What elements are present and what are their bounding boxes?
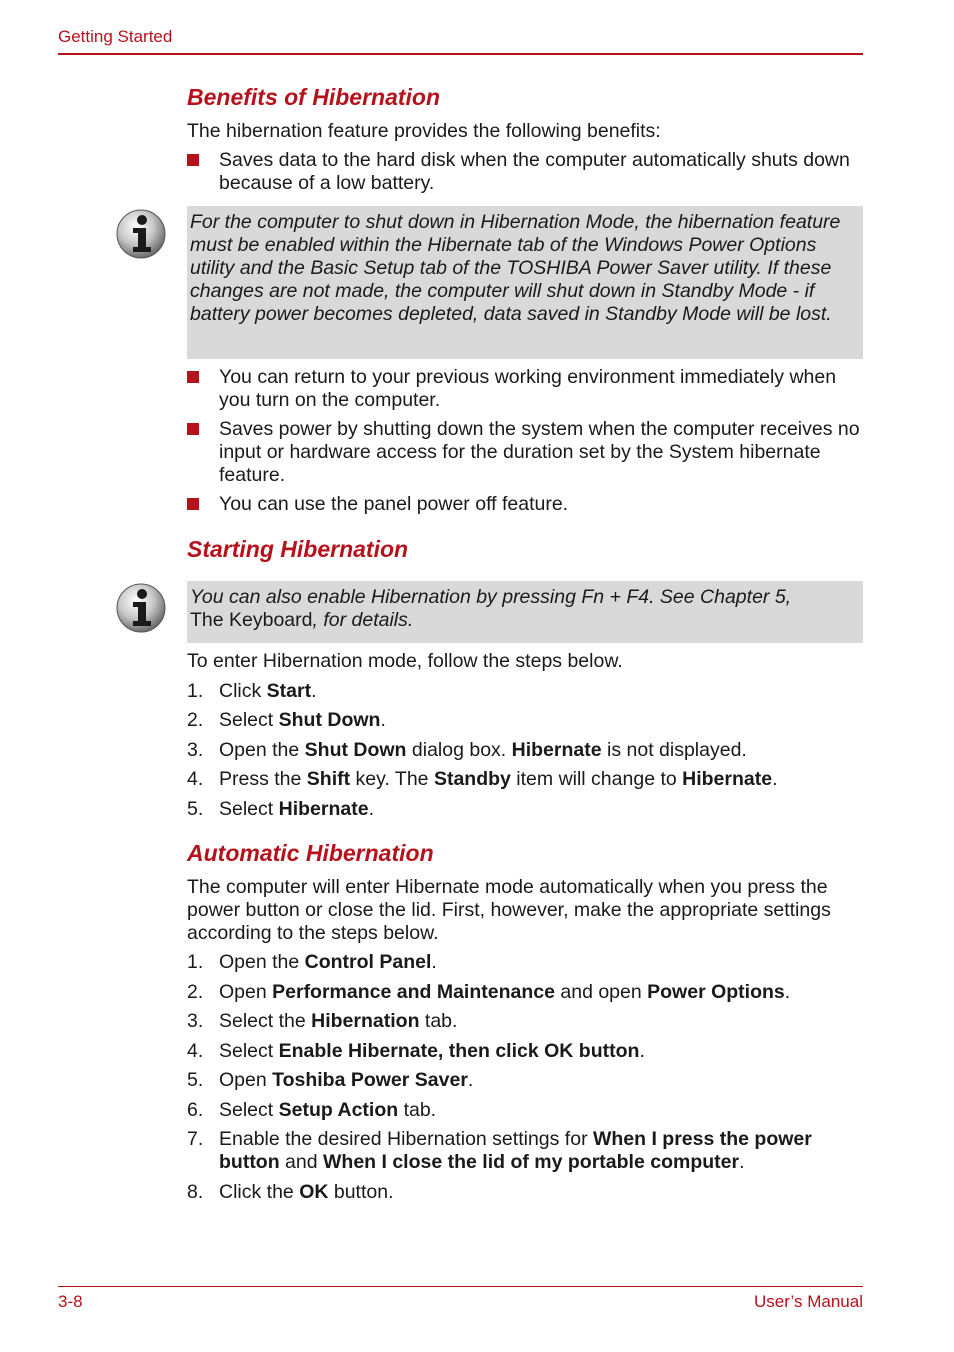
benefits-intro: The hibernation feature provides the following benefits:	[187, 120, 661, 142]
step-number: 2.	[187, 709, 204, 731]
step-number: 5.	[187, 1069, 204, 1091]
bullet-text: You can return to your previous working environment immediately when you turn on the computer.	[219, 366, 837, 411]
step-text: Click the OK button.	[219, 1181, 394, 1203]
step-text: Press the Shift key. The Standby item will change to Hibernate.	[219, 768, 778, 790]
bullet-text: Saves data to the hard disk when the computer automatically shuts down because of a low battery.	[219, 149, 850, 194]
footer-rule	[58, 1286, 863, 1287]
bullet-square	[187, 154, 199, 166]
step-number: 2.	[187, 981, 204, 1003]
bullet-square	[187, 371, 199, 383]
running-header: Getting Started	[58, 27, 173, 46]
step-text: Open the Shut Down dialog box. Hibernate is not displayed.	[219, 739, 747, 761]
note-text: You can also enable Hibernation by pressing Fn + F4. See Chapter 5,	[190, 586, 792, 608]
page-number: 3-8	[58, 1292, 83, 1311]
step-number: 3.	[187, 1010, 204, 1032]
step-text: Click Start.	[219, 680, 317, 702]
step-text: Open Performance and Maintenance and open Power Options.	[219, 981, 791, 1003]
heading-benefits: Benefits of Hibernation	[187, 84, 441, 110]
step-number: 4.	[187, 1040, 204, 1062]
step-text: Enable the desired Hibernation settings for When I press the power button and When I close the lid of my portable computer.	[219, 1128, 812, 1173]
info-icon	[115, 582, 167, 634]
footer-title: User’s Manual	[754, 1292, 863, 1311]
step-number: 1.	[187, 680, 204, 702]
bullet-text: Saves power by shutting down the system when the computer receives no input or hardware access for the duration set by the System hibernate feature.	[219, 418, 860, 486]
step-number: 6.	[187, 1099, 204, 1121]
bullet-square	[187, 498, 199, 510]
step-number: 5.	[187, 798, 204, 820]
step-text: Open the Control Panel.	[219, 951, 437, 973]
note-text-end: , for details.	[312, 609, 414, 631]
note-chapter-ref: The Keyboard	[190, 609, 313, 631]
step-text: Open Toshiba Power Saver.	[219, 1069, 474, 1091]
step-number: 1.	[187, 951, 204, 973]
step-text: Select Setup Action tab.	[219, 1099, 437, 1121]
header-rule	[58, 53, 863, 55]
automatic-intro: The computer will enter Hibernate mode automatically when you press the power button or close the lid. First, however, make the appropriate settings according to the steps below.	[187, 876, 831, 944]
bullet-square	[187, 423, 199, 435]
step-number: 4.	[187, 768, 204, 790]
note-box-hibernation	[187, 206, 863, 359]
starting-intro: To enter Hibernation mode, follow the steps below.	[187, 650, 623, 672]
step-text: Select Shut Down.	[219, 709, 386, 731]
step-number: 3.	[187, 739, 204, 761]
note-box-keyboard	[187, 581, 863, 643]
info-icon	[115, 208, 167, 260]
heading-starting: Starting Hibernation	[187, 536, 409, 562]
step-number: 8.	[187, 1181, 204, 1203]
step-text: Select Hibernate.	[219, 798, 374, 820]
step-text: Select the Hibernation tab.	[219, 1010, 458, 1032]
step-number: 7.	[187, 1128, 204, 1150]
note-text: For the computer to shut down in Hibernation Mode, the hibernation feature must be enabled within the Hibernate tab of the Windows Power Options utility and the Basic Setup tab of the TOSHIBA Power Saver utility. If these changes are not made, the computer will shut down in Standby Mode - if battery power becomes depleted, data saved in Standby Mode will be lost.	[190, 211, 841, 325]
heading-automatic: Automatic Hibernation	[187, 840, 434, 866]
bullet-text: You can use the panel power off feature.	[219, 493, 569, 515]
step-text: Select Enable Hibernate, then click OK button.	[219, 1040, 645, 1062]
